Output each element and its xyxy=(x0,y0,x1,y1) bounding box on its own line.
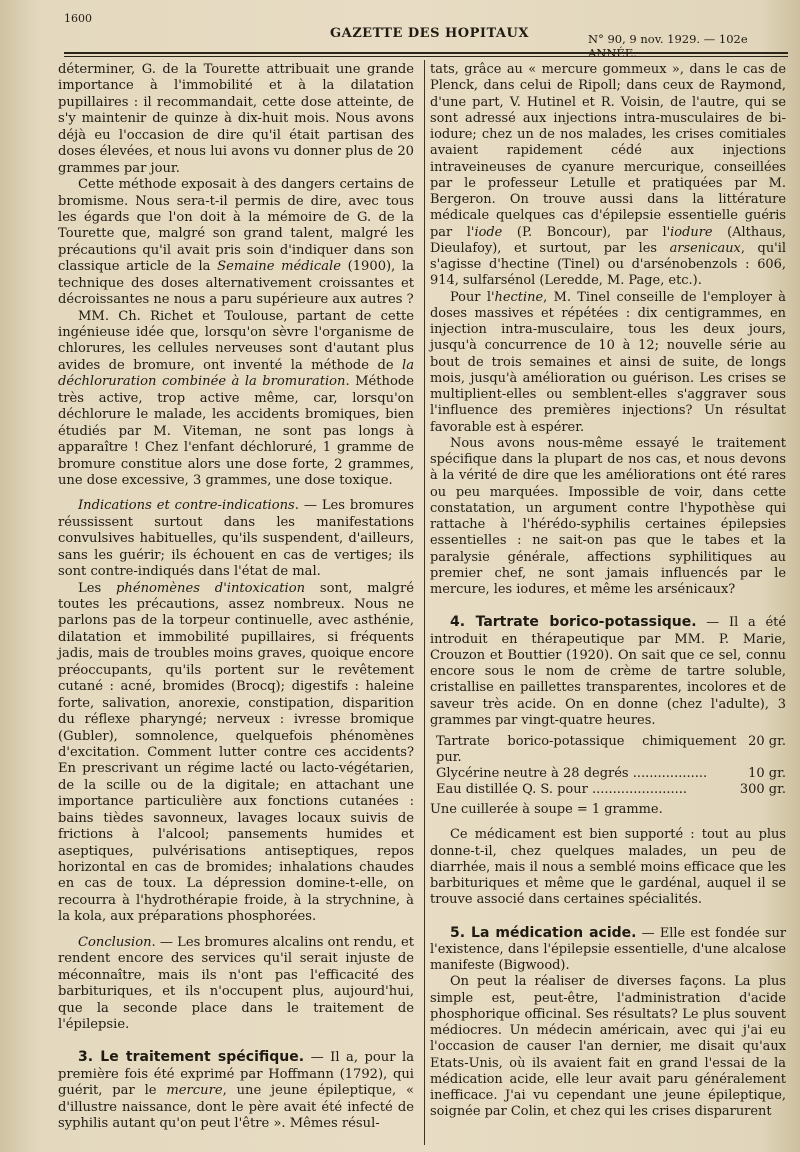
paragraph: déterminer, G. de la Tourette attribuait une grande importance à l'immobilité et à la dilatation pupillaires : il recommandait, cette dose atteinte, de s'y maintenir de quinze à dix-huit mois. Nous avons déjà eu l'occasion de dire qu'il était partisan des doses élevées, et nous lui avons vu donner plus de 20 grammes par jour. xyxy=(58,62,414,176)
column-divider xyxy=(424,60,425,1145)
section-indications: Indications et contre-indications. — Les bromures réussissent surtout dans les manifestations convulsives habituelles, qu'ils suspendent, d'ailleurs, sans les guérir; ils échouent en cas de vertiges; ils sont contre-indiqués dans l'état de mal. xyxy=(58,498,414,580)
section-tartrate: 4. Tartrate borico-potassique. — Il a été introduit en thérapeutique par MM. P. Marie, Crouzon et Bouttier (1920). On sait que ce sel, connu encore sous le nom de crème de tartre soluble, cristallise en paillettes transparentes, incolores et de saveur très acide. On en donne (chez l'adulte), 3 grammes par vingt-quatre heures. xyxy=(430,614,786,728)
paragraph: On peut la réaliser de diverses façons. La plus simple est, peut-être, l'administration d'acide phosphorique officinal. Ses résultats? Le plus souvent médiocres. Un médecin américain, avec qui j'ai eu l'occasion de causer l'an dernier, me disait qu'aux Etats-Unis, où ils avaient fait en grand l'essai de la médication acide, elle leur avait paru généralement inefficace. J'ai vu cependant une jeune épileptique, soignée par Colin, et chez qui les crises disparurent xyxy=(430,974,786,1120)
paragraph: Ce médicament est bien supporté : tout au plus donne-t-il, chez quelques malades, un peu de diarrhée, mais il nous a semblé moins efficace que les barbituriques et même que le gardénal, auquel il se trouve associé dans certaines spécialités. xyxy=(430,827,786,908)
section-medication-acide: 5. La médication acide. — Elle est fondée sur l'existence, dans l'épilepsie essentielle, d'une alcalose manifeste (Bigwood). xyxy=(430,924,787,973)
recipe-row: Eau distillée Q. S. pour ....................... 300 gr. xyxy=(436,782,786,797)
page-header xyxy=(0,0,800,60)
paragraph: MM. Ch. Richet et Toulouse, partant de cette ingénieuse idée que, lorsqu'on sèvre l'organisme de chlorures, les cellules nerveuses sont d'autant plus avides de bromure, ont inventé la méthode de la déchloruration combinée à la bromuration. Méthode très active, trop active même, car, lorsqu'on déchlorure le malade, les accidents bromiques, bien étudiés par M. Viteman, ne sont pas longs à apparaître ! Chez l'enfant déchloruré, 1 gramme de bromure constitue alors une dose forte, 2 grammes, une dose excessive, 3 grammes, une dose toxique. xyxy=(58,308,414,488)
dose-note: Une cuillerée à soupe = 1 gramme. xyxy=(430,802,663,817)
issue-info: N° 90, 9 nov. 1929. — 102e ANNÉE. xyxy=(588,32,748,60)
paragraph: Nous avons nous-même essayé le traitement spécifique dans la plupart de nos cas, et nous devons à la vérité de dire que les améliorations ont été rares ou peu marquées. Impossible de voir, dans cette constatation, un argument contre l'hypothèse qui rattache à l'hérédo-syphilis certaines épilepsies essentielles : ne sait-on pas que le tabes et la paralysie générale, affections syphilitiques au premier chef, ne sont jamais influencés par le mercure, les iodures, et même les arsénicaux? xyxy=(430,435,786,597)
section-traitement-specifique: 3. Le traitement spécifique. — Il a, pour la première fois été exprimé par Hoffmann (1792), qui guérit, par le mercure, une jeune épileptique, « d'illustre naissance, dont le père avait été infecté de syphilis autant qu'on peut l'être ». Mêmes résul- xyxy=(58,1049,415,1132)
left-column xyxy=(58,62,414,1133)
recipe-list xyxy=(430,734,786,798)
header-rule-thin xyxy=(64,56,788,57)
recipe-row: Tartrate borico-potassique chimiquement pur. 20 gr. xyxy=(436,734,786,765)
paragraph: Pour l'hectine, M. Tinel conseille de l'employer à doses massives et répétées : dix centigrammes, en injection intra-musculaire, tous les deux jours, jusqu'à concurrence de 10 à 12; nouvelle série au bout de trois semaines et ainsi de suite, de longs mois, jusqu'à amélioration ou guérison. Les crises se multiplient-elles ou semblent-elles s'aggraver sous l'influence des premières injections? Un résultat favorable est à espérer. xyxy=(430,289,786,435)
paragraph: Cette méthode exposait à des dangers certains de bromisme. Nous sera-t-il permis de dire, avec tous les égards que l'on doit à la mémoire de G. de la Tourette que, malgré son grand talent, malgré les précautions qu'il avait pris soin d'indiquer dans son classique article de la Semaine médicale (1900), la technique des doses alternativement croissantes et décroissantes ne nous a paru supérieure aux autres ? xyxy=(58,177,414,308)
section-heading: 5. La médication acide. xyxy=(450,924,637,941)
section-heading: 4. Tartrate borico-potassique. xyxy=(450,614,697,631)
paragraph: tats, grâce au « mercure gommeux », dans le cas de Plenck, dans celui de Ripoll; dans ceux de Raymond, d'une part, V. Hutinel et R. Voisin, de l'autre, qui se sont adressé aux injections intra-musculaires de bi-iodure; chez un de nos malades, les crises comitiales avaient rapidement cédé aux injections intraveineuses de cyanure mercurique, conseillées par le professeur Letulle et pratiquées par M. Bergeron. On trouve aussi dans la littérature médicale quelques cas d'épilepsie essentielle guéris par l'iode (P. Boncour), par l'iodure (Althaus, Dieulafoy), et surtout, par les arsenicaux, qu'il s'agisse d'hectine (Tinel) ou d'arsénobenzols : 606, 914, sulfarsénol (Leredde, M. Page, etc.). xyxy=(430,62,787,289)
paragraph: Les phénomènes d'intoxication sont, malgré toutes les précautions, assez nombreux. Nous ne parlons pas de la torpeur continuelle, avec asthénie, dilatation et immobilité pupillaires, si fréquents jadis, mais de troubles moins graves, quoique encore préoccupants, qu'ils portent sur le revêtement cutané : acné, bromides (Brocq); digestifs : haleine forte, salivation, anorexie, constipation, disparition du réflexe pharyngé; nerveux : ivresse bromique (Gubler), somnolence, quelquefois phénomènes d'excitation. Comment lutter contre ces accidents? En prescrivant un régime lacté ou lacto-végétarien, de la scille ou de la digitale; en attachant une importance particulière aux fonctions cutanées : bains tièdes savonneux, lavages locaux suivis de frictions à l'alcool; pansements humides et aseptiques, pulvérisations antiseptiques, repos horizontal en cas de bromides; inhalations chaudes en cas de toux. La dépression domine-t-elle, on recourra à l'hydrothérapie froide, à la strychnine, à la kola, aux préparations phosphorées. xyxy=(58,580,414,925)
section-heading: 3. Le traitement spécifique. xyxy=(78,1049,305,1066)
section-conclusion: Conclusion. — Les bromures alcalins ont rendu, et rendent encore des services qu'il serait injuste de méconnaître, mais ils n'ont pas l'efficacité des barbituriques, et ils n'occupent plus, aujourd'hui, que la seconde place dans le traitement de l'épilepsie. xyxy=(58,934,414,1032)
right-column xyxy=(430,62,786,1121)
page-number: 1600 xyxy=(64,12,92,25)
journal-title: GAZETTE DES HOPITAUX xyxy=(330,26,529,41)
recipe-row: Glycérine neutre à 28 degrés .................. 10 gr. xyxy=(436,766,786,781)
header-rule xyxy=(64,52,788,54)
